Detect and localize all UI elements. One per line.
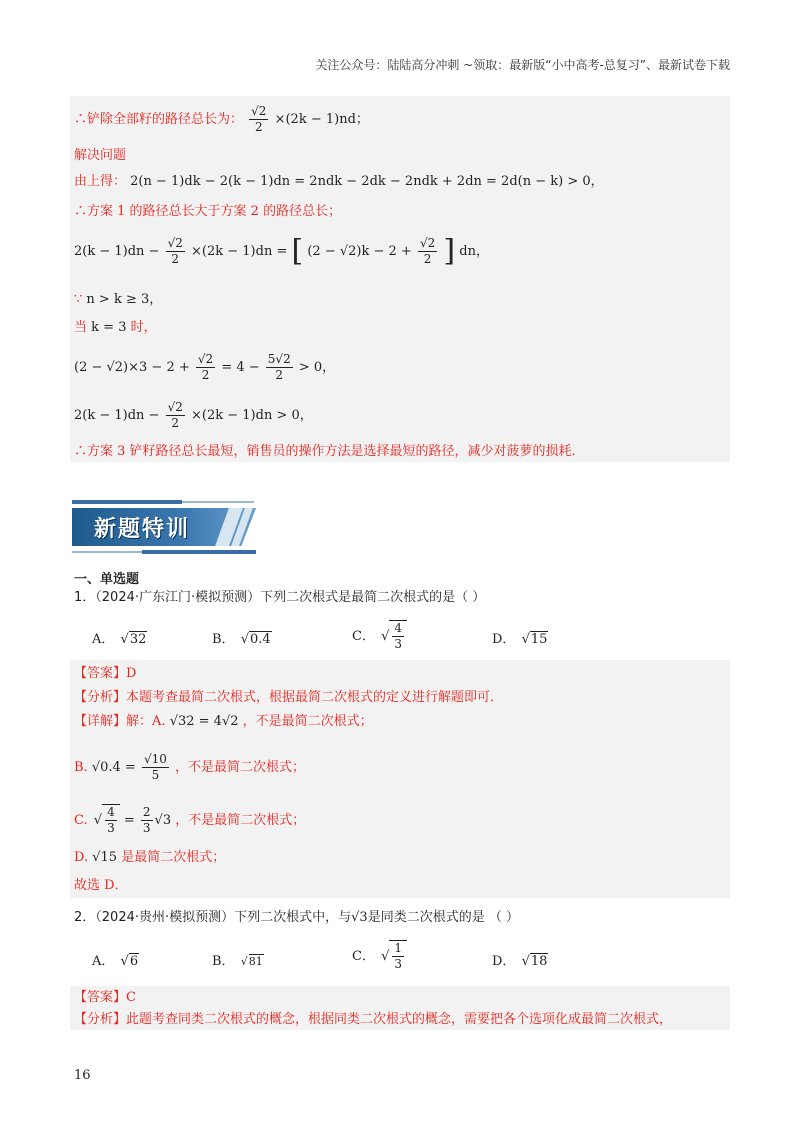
q1-option-c: C． √ $\frac{4}{3}$ — [352, 620, 407, 652]
solution-line-10: ∴方案 3 铲籽路径总长最短，销售员的操作方法是选择最短的路径，减少对菠萝的损耗． — [74, 444, 585, 459]
q1-option-a: A． √ 32 — [92, 628, 147, 647]
q1-option-b: B． √ 0.4 — [212, 628, 272, 647]
banner-decor — [72, 500, 182, 504]
fraction: $\frac{√2}{2}$ — [167, 400, 183, 430]
section-banner — [72, 500, 256, 554]
q1-detail-d: D. √15 是最简二次根式； — [74, 850, 226, 865]
q1-detail-b: B. √0.4 = $\frac{√10}{5}$ ，不是最简二次根式； — [74, 752, 306, 782]
q1-option-d: D． √ 15 — [492, 628, 548, 647]
q2-answer: 【答案】C — [74, 990, 136, 1005]
q1-answer: 【答案】D — [74, 666, 137, 681]
fraction: $\frac{5√2}{2}$ — [267, 352, 291, 382]
fraction: $\frac{2}{3}$ — [142, 805, 151, 835]
banner-decor — [142, 550, 256, 554]
q1-conclusion: 故选 D． — [74, 878, 128, 893]
fraction: $\frac{√2}{2}$ — [419, 236, 436, 266]
fraction: √ $\frac{4}{3}$ — [107, 805, 115, 835]
solution-line-3: 由上得： 2(n − 1)dk − 2(k − 1)dn = 2ndk − 2dk − 2ndk + 2dn = 2d(n − k) > 0， — [74, 174, 604, 189]
q1-stem: 1．（2024·广东江门·模拟预测）下列二次根式是最简二次根式的是（ ） — [74, 590, 486, 605]
solution-line-4: ∴方案 1 的路径总长大于方案 2 的路径总长； — [74, 204, 342, 219]
banner-decor — [72, 551, 142, 553]
q2-stem: 2．（2024·贵州·模拟预测）下列二次根式中，与√3是同类二次根式的是 （ ） — [74, 910, 519, 925]
fraction: √ $\frac{4}{3}$ — [394, 621, 403, 651]
solution-line-9: 2(k − 1)dn − $\frac{√2}{2}$ ×(2k − 1)dn > 0， — [74, 400, 313, 430]
page-number: 16 — [74, 1068, 91, 1083]
banner-title: 新题特训 — [94, 517, 191, 542]
banner-decor — [182, 501, 254, 503]
q2-analysis: 【分析】此题考查同类二次根式的概念，根据同类二次根式的概念，需要把各个选项化成最简二次根式， — [74, 1012, 673, 1027]
solution-line-8: (2 − √2)×3 − 2 + $\frac{√2}{2}$ = 4 − $\frac{5√2}{2}$ > 0， — [74, 352, 336, 382]
solution-line-6: ∵ n > k ≥ 3， — [74, 292, 163, 307]
q2-option-c: C． √ $\frac{1}{3}$ — [352, 940, 407, 972]
q2-option-a: A． √ 6 — [92, 950, 139, 969]
q1-analysis: 【分析】本题考查最简二次根式，根据最简二次根式的定义进行解题即可． — [74, 690, 504, 705]
fraction: √ $\frac{1}{3}$ — [394, 941, 403, 971]
solution-line-2: 解决问题 — [74, 148, 127, 163]
fraction: $\frac{√2}{2}$ — [251, 104, 267, 134]
q2-option-d: D． √ 18 — [492, 950, 548, 969]
q1-detail-a: 【详解】解：A. √32 = 4√2 ，不是最简二次根式； — [74, 714, 373, 729]
q1-detail-c: C. √ $\frac{4}{3}$ = $\frac{2}{3}$ √3 ，不是最简二次根式； — [74, 804, 305, 836]
solution-line-7: 当 k = 3 时， — [74, 320, 157, 335]
solution-line-5: 2(k − 1)dn − $\frac{√2}{2}$ ×(2k − 1)dn = [ (2 − √2)k − 2 + $\frac{√2}{2}$ ] dn， — [74, 233, 489, 269]
fraction: $\frac{√10}{5}$ — [143, 752, 167, 782]
q2-option-b: B． √ 81 — [212, 950, 264, 969]
page-header: 关注公众号：陆陆高分冲刺 ~领取：最新版“小中高考-总复习”、最新试卷下载 — [315, 58, 730, 72]
fraction: $\frac{√2}{2}$ — [167, 236, 183, 266]
solution-line-1: ∴铲除全部籽的路径总长为： $\frac{√2}{2}$ ×(2k − 1)nd； — [74, 104, 369, 134]
fraction: $\frac{√2}{2}$ — [197, 352, 214, 382]
section-title: 一、单选题 — [74, 572, 140, 587]
